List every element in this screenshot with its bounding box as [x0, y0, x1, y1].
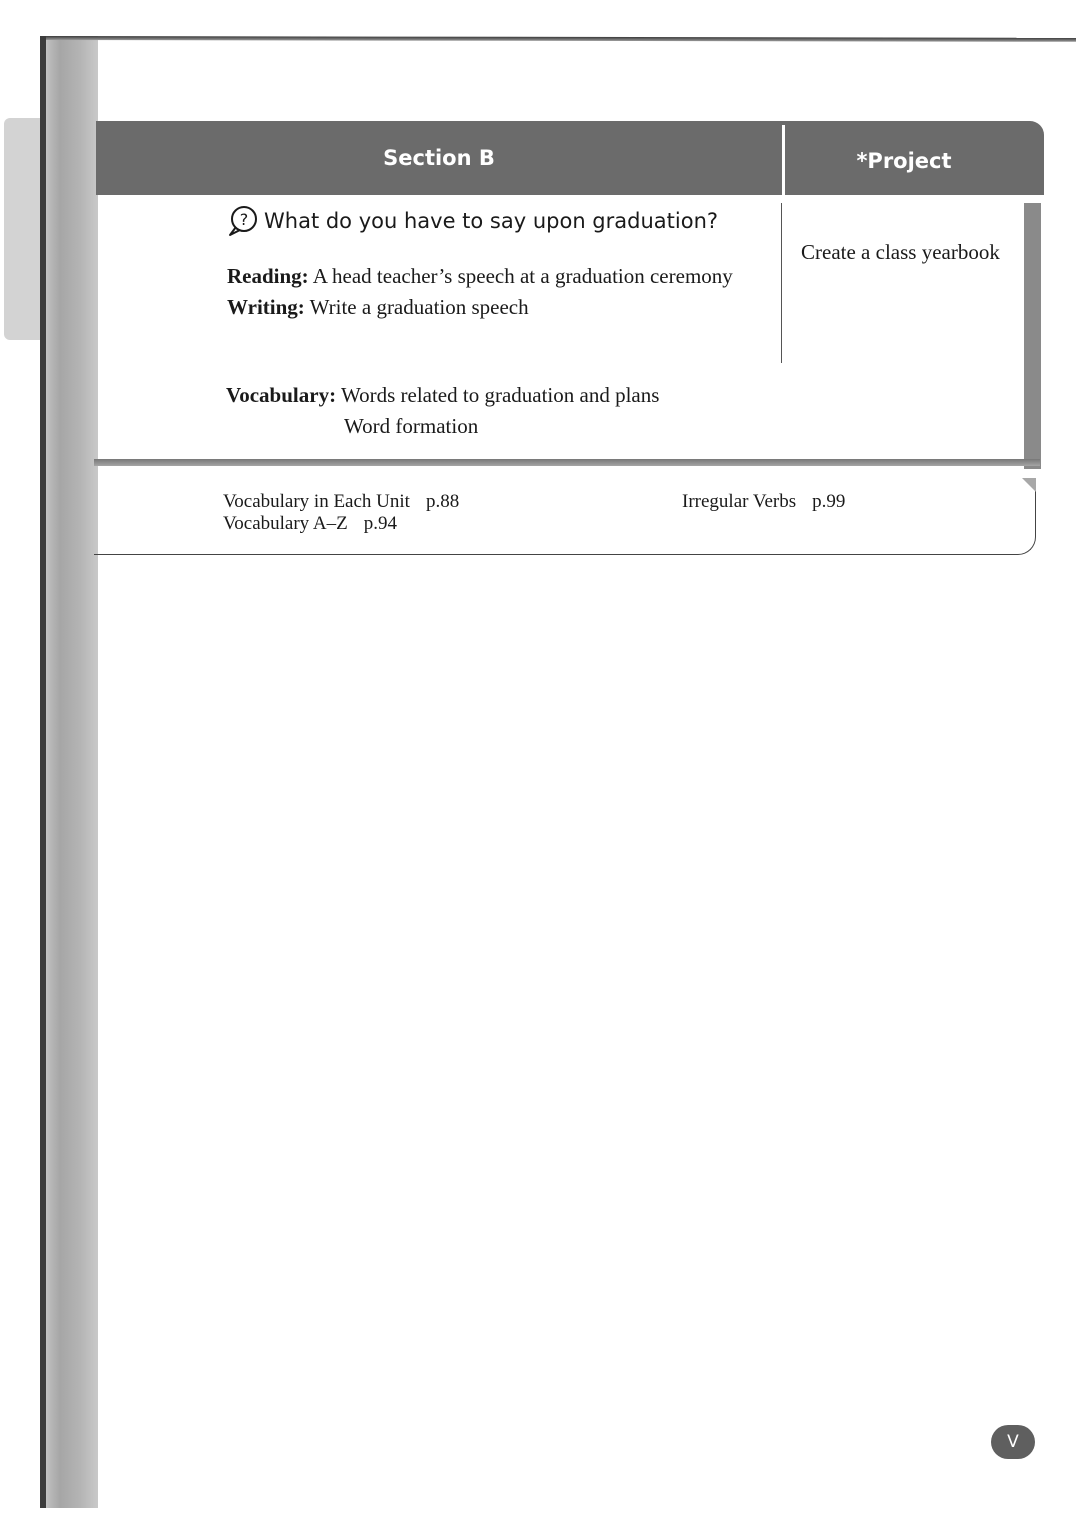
appendix-item	[682, 491, 845, 513]
writing-label: Writing:	[227, 295, 305, 319]
column-divider	[781, 203, 782, 363]
appendix-item	[223, 491, 459, 513]
question-bubble-icon	[226, 204, 260, 238]
reading-line	[227, 264, 733, 289]
vocabulary-line	[226, 383, 659, 408]
writing-text: Write a graduation speech	[309, 295, 529, 319]
page-top-edge	[46, 36, 1076, 42]
reading-label: Reading:	[227, 264, 309, 288]
guiding-question	[226, 204, 718, 238]
project-title: *Project	[856, 149, 952, 173]
vocabulary-label: Vocabulary:	[226, 383, 337, 407]
appendix-item-page: p.94	[363, 513, 397, 534]
question-text: What do you have to say upon graduation?	[264, 209, 719, 233]
appendix-item	[223, 513, 397, 535]
reading-text: A head teacher’s speech at a graduation ceremony	[312, 264, 733, 288]
appendix-corner	[1022, 478, 1036, 492]
header-divider	[782, 125, 785, 197]
scan-side-tab	[4, 118, 40, 340]
book-spine	[40, 36, 98, 1508]
spine-edge	[40, 36, 46, 1508]
vocabulary-text-1: Words related to graduation and plans	[340, 383, 660, 407]
page-number-badge: V	[991, 1425, 1035, 1459]
table-bottom-rule	[94, 459, 1040, 466]
appendix-item-label: Vocabulary in Each Unit	[223, 491, 410, 512]
project-text: Create a class yearbook	[801, 240, 1000, 264]
appendix-item-label: Irregular Verbs	[682, 491, 797, 512]
vocabulary-text-2: Word formation	[344, 414, 479, 438]
section-title: Section B	[383, 146, 495, 170]
appendix-item-page: p.88	[425, 491, 460, 512]
svg-text:?: ?	[239, 210, 249, 229]
writing-line	[227, 295, 529, 320]
appendix-item-page: p.99	[812, 491, 846, 512]
appendix-item-label: Vocabulary A–Z	[223, 513, 348, 534]
right-side-bar	[1024, 203, 1041, 469]
